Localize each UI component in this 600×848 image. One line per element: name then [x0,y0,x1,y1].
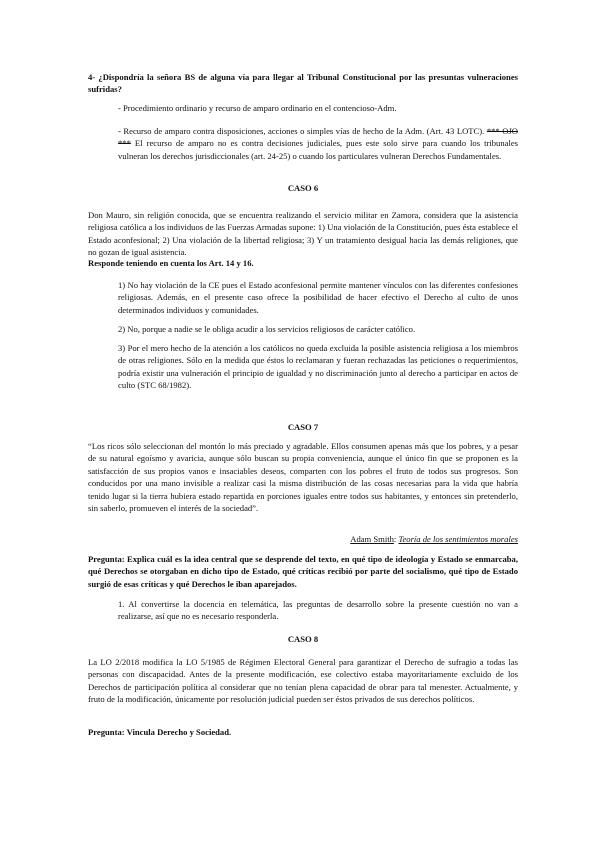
quote-work: Teoría de los sentimientos morales [398,534,518,544]
caso-6-answer-3: 3) Por el mero hecho de la atención a los católicos no queda excluida la posible asistencia religiosa a los miembros de otras religiones. Sólo en la medida que éstos lo reclamaran y fueran rechazadas las peticiones o requerimientos, podría existir una vulneración el principio de igualdad y no discriminación junto al derecho a participar en actos de culto (STC 68/1982). [118,343,518,391]
bullet-2-end: El recurso de amparo no es contra decisiones judiciales, pues este solo sirve para cuando los tribunales vulneran los derechos jurisdiccionales (art. 24-25) o cuando los particulares vulneran Derechos Fundamentales. [118,138,518,161]
ojo-note: *** OJO *** [118,126,518,149]
question-4-bullet-1: - Procedimiento ordinario y recurso de amparo ordinario en el contencioso-Adm. [118,103,397,113]
quote-author: Adam Smith [350,534,394,544]
caso-6-statement: Don Mauro, sin religión conocida, que se encuentra realizando el servicio militar en Zamora, considera que la asistencia religiosa católica a los individuos de las Fuerzas Armadas supone: 1) Una violación de la Constitución, pues ésta establece el Estado aconfesional; 2) Una violación de la libertad religiosa; 3) Y un tratamiento desigual hacia las demás religiones, que no gozan de igual asistencia. [88,210,518,258]
caso-6-answer-1: 1) No hay violación de la CE pues el Estado aconfesional permite mantener vínculos con las diferentes confesiones religiosas. Además, en el presente caso ofrece la posibilidad de hacer efectivo el Derecho al culto de unos determinados individuos y comunidades. [118,280,518,315]
caso-7-attribution: Adam Smith: Teoría de los sentimientos morales [350,534,518,544]
caso-7-note: 1. Al convertirse la docencia en telemática, las preguntas de desarrollo sobre la presente cuestión no van a realizarse, así que no es necesario responderla. [118,599,518,622]
caso-8-heading: CASO 8 [287,634,319,644]
caso-6-heading: CASO 6 [287,183,319,193]
caso-8-question: Pregunta: Vincula Derecho y Sociedad. [88,727,232,737]
caso-6-prompt: Responde teniendo en cuenta los Art. 14 y 16. [88,258,254,268]
caso-7-question: Pregunta: Explica cuál es la idea central que se desprende del texto, en qué tipo de ideología y Estado se enmarcaba, qué Derechos se otorgaban en dicho tipo de Estado, qué críticas recibió por parte del socialismo, qué tipo de Estado surgió de esas críticas y qué Derechos le iban aparejados. [88,554,518,589]
caso-8-statement: La LO 2/2018 modifica la LO 5/1985 de Régimen Electoral General para garantizar el Derecho de sufragio a todas las personas con discapacidad. Antes de la presente modificación, ese colectivo estaba mayoritariamente excluido de los Derechos de participación política al considerar que no tenían plena capacidad de obrar para tal menester. Actualmente, y fruto de la modificación, únicamente por resolución judicial pueden ser éstos privados de sus derechos políticos. [88,657,518,705]
question-4-title: 4- ¿Dispondría la señora BS de alguna vía para llegar al Tribunal Constitucional por las presuntas vulneraciones sufridas? [88,72,518,95]
question-4-bullet-2 [118,125,518,162]
caso-7-heading: CASO 7 [287,422,319,432]
caso-7-quote: “Los ricos sólo seleccionan del montón lo más preciado y agradable. Ellos consumen apenas más que los pobres, y a pesar de su natural egoísmo y avaricia, aunque sólo buscan su propia conveniencia, aunque el único fin que se proponen es la satisfacción de sus propios vanos e insaciables deseos, comparten con los pobres el fruto de todos sus progresos. Son conducidos por una mano invisible a realizar casi la misma distribución de las cosas necesarias para la vida que habría tenido lugar si la tierra hubiera estado repartida en porciones iguales entre todos sus habitantes, y entonces sin pretenderlo, sin saberlo, promueven el interés de la sociedad”. [88,441,518,514]
bullet-2-start: - Recurso de amparo contra disposiciones, acciones o simples vías de hecho de la Adm. (Art. 43 LOTC). [118,126,485,136]
caso-6-answer-2: 2) No, porque a nadie se le obliga acudir a los servicios religiosos de carácter católico. [118,324,416,334]
